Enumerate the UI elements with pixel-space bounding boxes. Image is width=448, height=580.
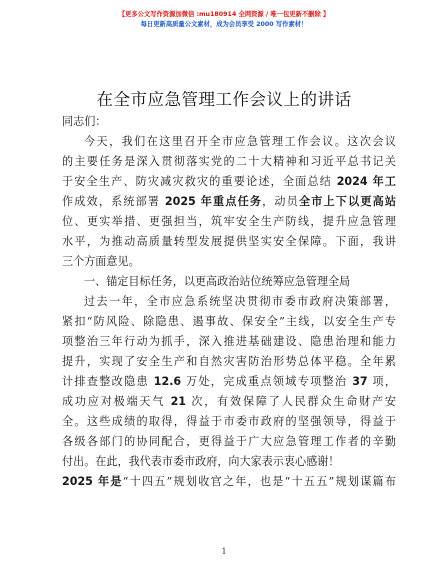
line-text: 成功应对极端天气 xyxy=(62,395,171,408)
line-text: 万处，完成重点领域专项整治 xyxy=(181,375,353,388)
paragraph-line xyxy=(62,152,396,172)
line-text: 今天，我们在这里召开全市应急管理工作会议。这次会议 xyxy=(84,135,396,148)
line-text: 紧扣“防风险、除隐患、遏事故、保安全”主线，以安全生产专 xyxy=(62,315,396,328)
emphasis-text: 12.6 xyxy=(153,375,182,388)
promo-banner-line-2 xyxy=(0,19,448,28)
paragraph-line xyxy=(62,292,396,312)
paragraph-line xyxy=(62,252,396,272)
emphasis-text: 2024 年工 xyxy=(336,175,396,188)
paragraph-line xyxy=(62,232,396,252)
paragraph-line xyxy=(62,332,396,352)
line-text: 三个方面意见。 xyxy=(62,255,140,268)
paragraph-line xyxy=(62,392,396,412)
paragraph-line xyxy=(62,472,396,492)
line-text: “十四五”规划收官之年，也是“十五五”规划谋篇布 xyxy=(122,475,396,488)
paragraph-line xyxy=(62,412,396,432)
line-text: 计排查整改隐患 xyxy=(62,375,154,388)
line-text: 项， xyxy=(367,375,397,388)
emphasis-text: 全市上下以更高站 xyxy=(298,195,396,208)
line-text: 水平，为推动高质量转型发展提供坚实安全保障。下面，我讲 xyxy=(62,235,396,248)
paragraph-line xyxy=(62,192,396,212)
line-text: 位、更实举措、更强担当，筑牢安全生产防线，提升应急管理 xyxy=(62,215,396,228)
line-text: 次，有效保障了人民群众生命财产安 xyxy=(186,395,396,408)
paragraph-line xyxy=(62,352,396,372)
emphasis-text: 21 xyxy=(170,395,187,408)
promo-banner-line-1 xyxy=(0,9,448,18)
line-text: 作成效，系统部署 xyxy=(62,195,165,208)
emphasis-text: 2025 年重点任务 xyxy=(164,195,263,208)
line-text: 于安全生产、防灾减灾救灾的重要论述，全面总结 xyxy=(62,175,337,188)
line-text: 的主要任务是深入贯彻落实党的二十大精神和习近平总书记关 xyxy=(62,155,396,168)
line-text: 同志们： xyxy=(62,115,107,128)
banner-line-1-segment: 【更多公文写作资源加微信 :mu180914 全网资源 / 唯一包更新不删除 】 xyxy=(118,11,330,18)
banner-line-2-segment: 每日更新高质量公文素材，成为会员享受 2000 写作素材！ xyxy=(140,21,308,28)
emphasis-text: 2025 年是 xyxy=(62,475,123,488)
line-text: 全。这些成绩的取得，得益于市委市政府的坚强领导，得益于 xyxy=(62,415,396,428)
paragraph-line xyxy=(62,272,396,292)
line-text: 提升，实现了安全生产和自然灾害防治形势总体平稳。全年累 xyxy=(62,355,396,368)
line-text: 一、锚定目标任务，以更高政治站位统筹应急管理全局 xyxy=(84,275,351,288)
line-text: ，动员 xyxy=(262,195,299,208)
paragraph-line xyxy=(62,212,396,232)
line-text: 各级各部门的协同配合，更得益于广大应急管理工作者的辛勤 xyxy=(62,435,396,448)
page-number: 1 xyxy=(221,547,227,556)
line-text: 过去一年，全市应急系统坚决贯彻市委市政府决策部署， xyxy=(84,295,396,308)
paragraph-line xyxy=(62,172,396,192)
paragraph-line xyxy=(62,132,396,152)
paragraph-line xyxy=(62,452,396,472)
document-title: 在全市应急管理工作会议上的讲话 xyxy=(96,90,352,109)
line-text: 付出。在此，我代表市委市政府，向大家表示衷心感谢！ xyxy=(62,455,340,468)
paragraph-line xyxy=(62,312,396,332)
paragraph-line xyxy=(62,372,396,392)
paragraph-line xyxy=(62,432,396,452)
line-text: 项整治三年行动为抓手，深入推进基础建设、隐患治理和能力 xyxy=(62,335,396,348)
emphasis-text: 37 xyxy=(352,375,368,388)
paragraph-line xyxy=(62,112,396,132)
